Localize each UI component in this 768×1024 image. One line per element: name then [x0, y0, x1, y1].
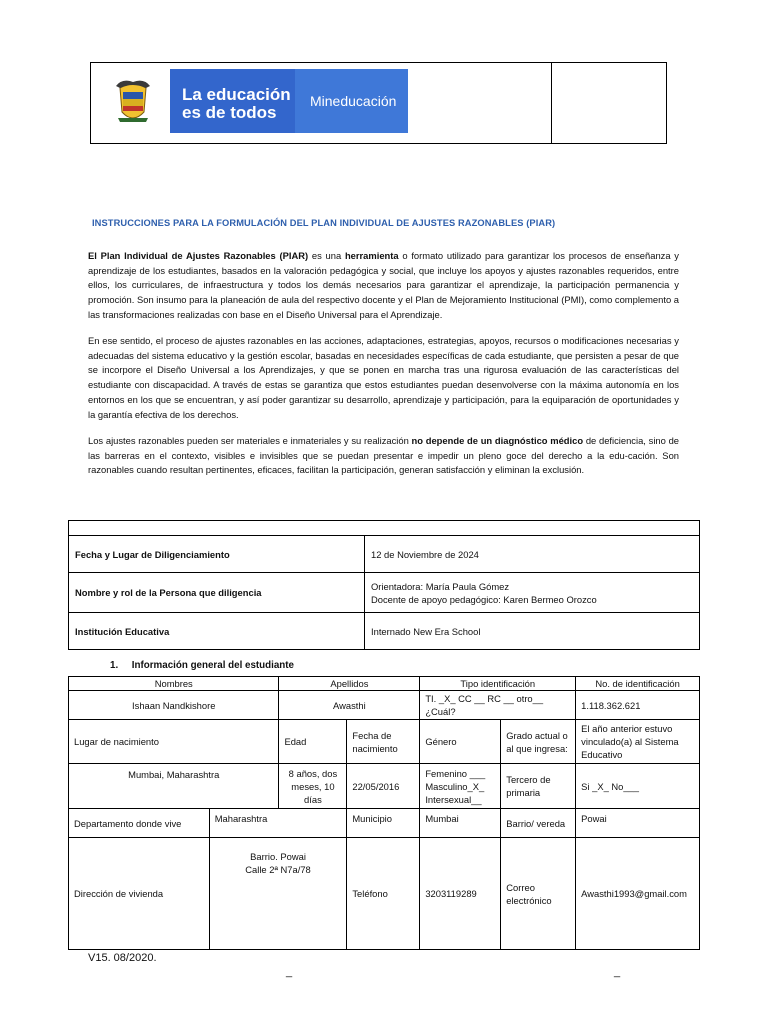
- table-blank-row: [69, 521, 700, 536]
- genero-value: [420, 764, 501, 809]
- section-title: 1. Información general del estudiante: [110, 660, 295, 671]
- municipio-value: Mumbai: [420, 809, 501, 838]
- footer-dash-right: _: [614, 966, 621, 978]
- direccion-line-2: Calle 2ª N7a/78: [245, 864, 311, 875]
- apellidos-value: Awasthi: [279, 691, 420, 720]
- persona-line-2: Docente de apoyo pedagógico: Karen Bermeo Orozco: [371, 593, 597, 605]
- anio-anterior-label: El año anterior estuvo vinculado(a) al Sistema Educativo: [576, 720, 700, 764]
- fecha-label: Fecha y Lugar de Diligenciamiento: [69, 536, 365, 573]
- numero-identificacion-value: 1.118.362.621: [576, 691, 700, 720]
- colombia-coat-of-arms-icon: [114, 78, 152, 126]
- text-run: o formato utilizado para garantizar los procesos de enseñanza y aprendizaje de los estudiantes, basados en la valoración pedagógica y social, que incluye los apoyos y ajustes razonables requeridos, entre ellos, los curriculares, de infraestructura y todos los demás necesarios para garantizar el aprendizaje, la participación permanencia y promoción. Son insumo para la planeación de aula del respectivo docente y el Plan de Mejoramiento Institucional (PMI), como complemento a las transformaciones realizadas con base en el Diseño Universal para el Aprendizaje.: [88, 250, 679, 320]
- instructions-paragraph-1: [88, 249, 679, 323]
- text-run: Los ajustes razonables pueden ser materiales e inmateriales y su realización: [88, 435, 412, 446]
- lugar-nacimiento-value: Mumbai, Maharashtra: [69, 764, 279, 809]
- direccion-line-1: Barrio. Powai: [250, 851, 306, 862]
- bold-phrase: herramienta: [344, 250, 399, 261]
- persona-line-1: Orientadora: María Paula Gómez: [371, 580, 510, 592]
- fecha-value: 12 de Noviembre de 2024: [365, 536, 700, 573]
- tipo-line-2: ¿Cuál?: [425, 706, 456, 717]
- direccion-label: Dirección de vivienda: [69, 838, 210, 950]
- footer-dash-left: _: [286, 966, 293, 978]
- instructions-paragraph-2: En ese sentido, el proceso de ajustes razonables en las acciones, adaptaciones, estrategias, apoyos, recursos o modificaciones necesarias y adecuadas del sistema educativo y la gestión escolar, basadas en necesidades específicas de cada estudiante, que persisten a pesar de que se incorpore el Diseño Universal a los Aprendizajes, y que se ponen en marcha tras una rigurosa evaluación de las características del estudiante con discapacidad. A través de estas se garantiza que estos estudiantes puedan desenvolverse con la máxima autonomía en los entornos en los que se encuentran, y así poder garantizar su desarrollo, aprendizaje y participación, para la equiparación de oportunidades y la garantía efectiva de los derechos.: [88, 335, 679, 420]
- tipo-line-1: TI. _X_ CC __ RC __ otro__: [425, 693, 544, 704]
- nombres-value: Ishaan Nandkishore: [69, 691, 279, 720]
- header-apellidos: Apellidos: [279, 677, 420, 691]
- barrio-label: Barrio/ vereda: [501, 809, 576, 838]
- grado-label: Grado actual o al que ingresa:: [501, 720, 576, 764]
- fecha-nacimiento-value: 22/05/2016: [347, 764, 420, 809]
- header-numero-identificacion: No. de identificación: [576, 677, 700, 691]
- anio-anterior-value: Si _X_ No___: [576, 764, 700, 809]
- footer-version: V15. 08/2020.: [88, 952, 157, 964]
- text-run: de deficiencia, sino de las barreras en el contexto, visibles e invisibles que se puedan presentar e impedir un pleno goce del derecho a la edu-cación. Son razonables cuando resultan pertinentes, eficaces, facilitan la participación, generan satisfacción y eliminan la exclusión.: [88, 435, 679, 476]
- correo-value: Awasthi1993@gmail.com: [576, 838, 700, 950]
- edad-label: Edad: [279, 720, 347, 764]
- header-tipo-identificacion: Tipo identificación: [420, 677, 576, 691]
- persona-value: [365, 573, 700, 613]
- text-run: es una: [308, 250, 345, 261]
- header-nombres: Nombres: [69, 677, 279, 691]
- institucion-label: Institución Educativa: [69, 613, 365, 650]
- instructions-paragraph-3: [88, 434, 679, 478]
- persona-label: Nombre y rol de la Persona que diligencia: [69, 573, 365, 613]
- header-divider: [551, 62, 552, 144]
- telefono-label: Teléfono: [347, 838, 420, 950]
- tipo-identificacion-value: [420, 691, 576, 720]
- edad-value: 8 años, dos meses, 10 días: [279, 764, 347, 809]
- genero-line-3: Intersexual__: [425, 793, 482, 805]
- instructions-title: INSTRUCCIONES PARA LA FORMULACIÓN DEL PLAN INDIVIDUAL DE AJUSTES RAZONABLES (PIAR): [92, 218, 556, 228]
- genero-label: Género: [420, 720, 501, 764]
- logo-slogan-line1: La educación: [182, 85, 291, 104]
- bold-phrase: no depende de un diagnóstico médico: [411, 435, 584, 446]
- logo-slogan-line2: es de todos: [182, 103, 277, 122]
- grado-value: Tercero de primaria: [501, 764, 576, 809]
- telefono-value: 3203119289: [420, 838, 501, 950]
- genero-line-2: Masculino_X_: [425, 780, 485, 792]
- logo-brand: Mineducación: [310, 93, 397, 109]
- lugar-nacimiento-label: Lugar de nacimiento: [69, 720, 279, 764]
- diligenciamiento-table: [68, 520, 700, 650]
- barrio-value: Powai: [576, 809, 700, 838]
- student-info-table: [68, 676, 700, 950]
- correo-label: Correo electrónico: [501, 838, 576, 950]
- departamento-value: Maharashtra: [209, 809, 347, 838]
- departamento-label: Departamento donde vive: [69, 809, 210, 838]
- genero-line-1: Femenino ___: [425, 767, 486, 779]
- direccion-value: [209, 838, 347, 950]
- municipio-label: Municipio: [347, 809, 420, 838]
- fecha-nacimiento-label: Fecha de nacimiento: [347, 720, 420, 764]
- bold-phrase: El Plan Individual de Ajustes Razonables (PIAR): [88, 250, 309, 261]
- institucion-value: Internado New Era School: [365, 613, 700, 650]
